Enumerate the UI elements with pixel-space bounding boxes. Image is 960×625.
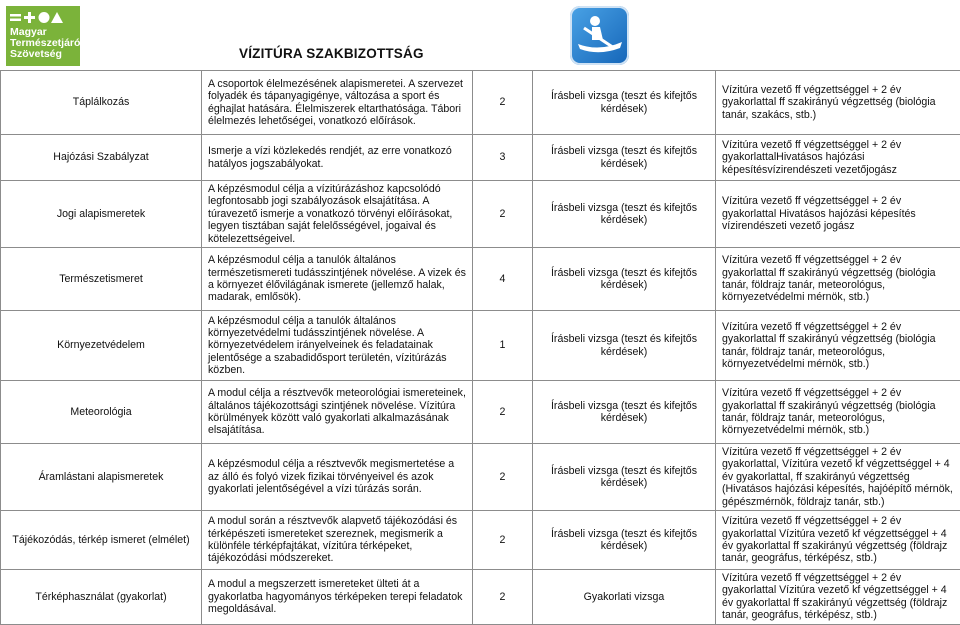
module-requirements: Vízitúra vezető ff végzettséggel + 2 év gyakorlattal Vízitúra vezető kf végzettséggel + 4 év gyakorlattal ff szakirányú végzettség (földrajz tanár, geográfus, térképész, stb.) [716,511,960,570]
module-exam: Írásbeli vizsga (teszt és kifejtős kérdések) [533,71,716,135]
module-goal: A képzésmodul célja a résztvevők megismertetése a az álló és folyó vizek fizikai törvényeivel és azok gyakorlati jelentőségével a vízi túrázás során. [202,444,473,511]
module-exam: Gyakorlati vizsga [533,570,716,625]
module-goal: A csoportok élelmezésének alapismeretei. A szervezet folyadék és tápanyagigénye, változása a sport és éghajlat hatására. Élelmiszerek eltarthatósága. Tábori élelmezés lehetőségei, vonatkozó előírások. [202,71,473,135]
module-hours: 2 [473,181,533,248]
module-requirements: Vízitúra vezető ff végzettséggel + 2 év gyakorlattal, Vízitúra vezető kf végzettséggel + 4 év gyakorlattal, ff szakirányú végzettség (Hivatásos hajózási képesítés, hajóépítő mérnök, gépészmérnök, földrajz tanár, stb.) [716,444,960,511]
logo-line: Szövetség [10,49,80,60]
module-hours: 2 [473,444,533,511]
module-name: Jogi alapismeretek [1,181,202,248]
logo-symbols-icon [10,10,76,24]
logo-shapes [10,10,76,24]
module-hours: 2 [473,511,533,570]
canoe-pictogram [570,6,629,65]
table-row [1,248,960,311]
module-requirements: Vízitúra vezető ff végzettséggel + 2 év gyakorlattal Vízitúra vezető kf végzettséggel + 4 év gyakorlattal ff szakirányú végzettség (földrajz tanár, geográfus, térképész, stb.) [716,570,960,625]
module-goal: A modul a megszerzett ismereteket ülteti át a gyakorlatba hagyományos térképeken terepi feladatok megoldásával. [202,570,473,625]
module-exam: Írásbeli vizsga (teszt és kifejtős kérdések) [533,311,716,381]
table-row [1,71,960,135]
module-goal: A képzésmodul célja a tanulók általános környezetvédelmi tudásszintjének növelése. A környezetvédelem irányelveinek és feladatainak jelentősége a szabadidősport területén, vízitúrázás közben. [202,311,473,381]
module-name: Táplálkozás [1,71,202,135]
module-name: Térképhasználat (gyakorlat) [1,570,202,625]
module-exam: Írásbeli vizsga (teszt és kifejtős kérdések) [533,135,716,181]
module-requirements: Vízitúra vezető ff végzettséggel + 2 év gyakorlattal ff szakirányú végzettség (biológia tanár, szakács, stb.) [716,71,960,135]
mtsz-logo [6,6,80,66]
module-hours: 2 [473,570,533,625]
module-hours: 2 [473,381,533,444]
module-name: Meteorológia [1,381,202,444]
module-name: Tájékozódás, térkép ismeret (elmélet) [1,511,202,570]
module-exam: Írásbeli vizsga (teszt és kifejtős kérdések) [533,511,716,570]
module-exam: Írásbeli vizsga (teszt és kifejtős kérdések) [533,248,716,311]
module-requirements: Vízitúra vezető ff végzettséggel + 2 év gyakorlattalHivatásos hajózási képesítésvízirendészeti vezetőjogász [716,135,960,181]
module-name: Hajózási Szabályzat [1,135,202,181]
module-hours: 1 [473,311,533,381]
table-row [1,181,960,248]
module-exam: Írásbeli vizsga (teszt és kifejtős kérdések) [533,381,716,444]
module-goal: A képzésmodul célja a tanulók általános természetismereti tudásszintjének növelése. A vizek és a környezet élővilágának ismerete (jellemző halak, madarak, emlősök). [202,248,473,311]
module-requirements: Vízitúra vezető ff végzettséggel + 2 év gyakorlattal ff szakirányú végzettség (biológia tanár, földrajz tanár, meteorológus, környezetvédelmi mérnök, stb.) [716,248,960,311]
module-hours: 2 [473,71,533,135]
module-name: Áramlástani alapismeretek [1,444,202,511]
module-requirements: Vízitúra vezető ff végzettséggel + 2 év gyakorlattal ff szakirányú végzettség (biológia tanár, földrajz tanár, meteorológus, környezetvédelmi mérnök, stb.) [716,381,960,444]
module-goal: A modul célja a résztvevők meteorológiai ismereteinek, általános tájékozottsági szintjének növelése. Vízitúra körülmények között való gyakorlati alkalmazásának elsajátítása. [202,381,473,444]
table-row [1,570,960,625]
canoe-icon [570,6,629,65]
module-goal: A modul során a résztvevők alapvető tájékozódási és térképészeti ismereteket szereznek, megismerik a különféle térképfajtákat, vízitúra térképeket, tájékozódási módszereket. [202,511,473,570]
table-row [1,135,960,181]
module-name: Természetismeret [1,248,202,311]
table-row [1,311,960,381]
logo-line: Természetjáró [10,38,80,49]
module-goal: Ismerje a vízi közlekedés rendjét, az erre vonatkozó hatályos jogszabályokat. [202,135,473,181]
logo-line: Magyar [10,27,80,38]
module-goal: A képzésmodul célja a vízitúrázáshoz kapcsolódó legfontosabb jogi szabályozások elsajátítása. A túravezető ismerje a vonatkozó törvényi előírásokat, legyen tisztában saját felelősségével, jogaival és kötelezettségeivel. [202,181,473,248]
module-hours: 3 [473,135,533,181]
table-row [1,444,960,511]
module-requirements: Vízitúra vezető ff végzettséggel + 2 év gyakorlattal ff szakirányú végzettség (biológia tanár, földrajz tanár, meteorológus, környezetvédelmi mérnök, stb.) [716,311,960,381]
module-hours: 4 [473,248,533,311]
module-exam: Írásbeli vizsga (teszt és kifejtős kérdések) [533,444,716,511]
module-name: Környezetvédelem [1,311,202,381]
table-row [1,511,960,570]
logo-text [10,27,80,60]
training-modules-table [0,70,960,625]
module-exam: Írásbeli vizsga (teszt és kifejtős kérdések) [533,181,716,248]
page-title: VÍZITÚRA SZAKBIZOTTSÁG [239,46,424,61]
module-requirements: Vízitúra vezető ff végzettséggel + 2 év gyakorlattal Hivatásos hajózási képesítés vízirendészeti vezető jogász [716,181,960,248]
table-row [1,381,960,444]
